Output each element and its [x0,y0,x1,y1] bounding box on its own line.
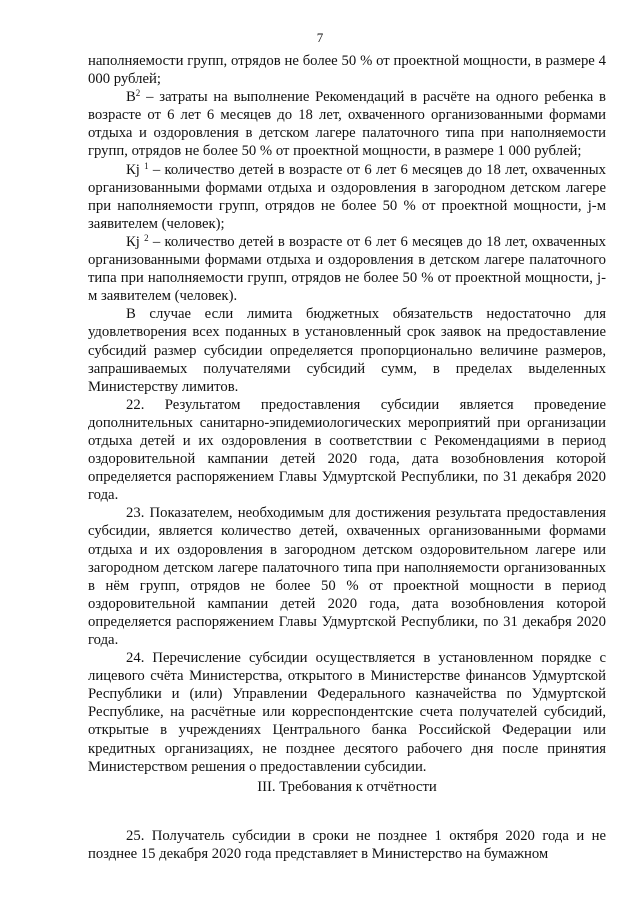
paragraph-limit: В случае если лимита бюджетных обязательств недостаточно для удовлетворения всех поданных в установленный срок заявок на предоставление субсидий размер субсидии определяется пропорционально величине размеров, запрашиваемых получателями субсидий сумм, в пределах выделенных Министерству лимитов. [88,306,606,395]
page-number: 7 [316,30,324,45]
formula-superscript: 2 [135,88,141,99]
paragraph-23: 23. Показателем, необходимым для достижения результата предоставления субсидии, является количество детей, охваченных организованными формами отдыха и их оздоровления в загородном детском оздоровительном лагере или загородном детском лагере палаточного типа при наполняемости организованных в нём групп, отрядов не более 50 % от проектной мощности в период оздоровительной кампании детей 2020 года, дата возобновления которой определяется распоряжением Главы Удмуртской Республики, по 31 декабря 2020 года. [88,505,606,648]
paragraph-22: 22. Результатом предоставления субсидии является проведение дополнительных санитарно-эпидемиологических мероприятий при организации отдыха детей и их оздоровления в соответствии с Рекомендациями в период оздоровительной кампании детей 2020 года, дата возобновления которой определяется распоряжением Главы Удмуртской Республики, по 31 декабря 2020 года. [88,396,606,504]
formula-symbol: Кj [126,233,140,250]
definition-text: – затраты на выполнение Рекомендаций в расчёте на одного ребенка в возрасте от 6 лет 6 месяцев до 18 лет, охваченного организованными формами отдыха и оздоровления в детском лагере палаточного типа при наполняемости групп, отрядов не более 50 % от проектной мощности, в размере 1 000 рублей; [88,89,606,160]
section-heading: III. Требования к отчётности [257,778,437,795]
formula-superscript: 2 [144,232,149,243]
paragraph-continuation: наполняемости групп, отрядов не более 50 % от проектной мощности, в размере 4 000 рублей; [88,53,606,88]
definition-text: – количество детей в возрасте от 6 лет 6 месяцев до 18 лет, охваченных организованными формами отдыха и оздоровления в загородном детском лагере при наполняемости групп, отрядов не более 50 % от проектной мощности, j-м заявителем (человек); [88,161,606,232]
paragraph-kj2-definition [88,233,606,305]
paragraph-kj1-definition [88,161,606,233]
paragraph-25: 25. Получатель субсидии в сроки не позднее 1 октября 2020 года и не позднее 15 декабря 2020 года представляет в Министерство на бумажном [88,827,606,862]
formula-symbol: Кj [126,161,140,178]
paragraph-b2-definition [88,88,606,160]
document-body [88,52,606,863]
paragraph-24: 24. Перечисление субсидии осуществляется в установленном порядке с лицевого счёта Министерства, открытого в Министерстве финансов Удмуртской Республики и (или) Управлении Федерального казначейства по Удмуртской Республике, на расчётные или корреспондентские счета получателей субсидий, открытые в учреждениях Центрального банка Российской Федерации или кредитных организациях, не позднее десятого рабочего дня после принятия Министерством решения о предоставлении субсидии. [88,650,606,775]
formula-symbol: B [126,89,136,106]
formula-superscript: 1 [144,160,149,171]
definition-text: – количество детей в возрасте от 6 лет 6 месяцев до 18 лет, охваченных организованными формами отдыха и оздоровления в детском лагере палаточного типа при наполняемости групп, отрядов не более 50 % от проектной мощности, j-м заявителем (человек). [88,233,606,305]
